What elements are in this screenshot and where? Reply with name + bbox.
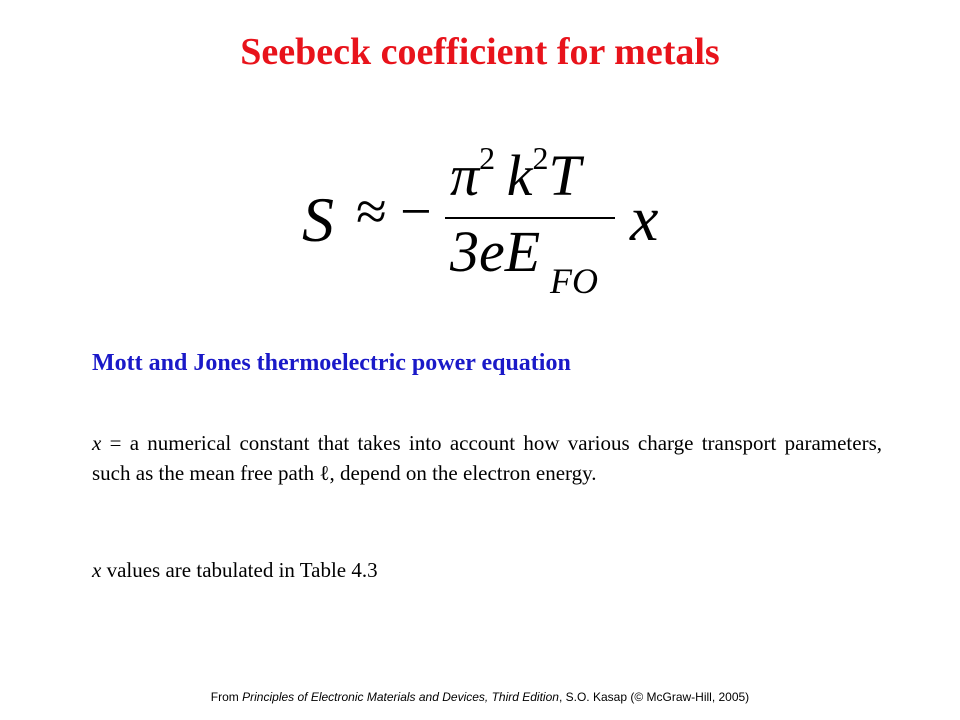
equation-lhs: S <box>302 184 334 255</box>
equation-x-factor: x <box>630 183 659 254</box>
k-symbol: k <box>506 143 533 208</box>
x-symbol-note: x <box>92 558 102 582</box>
x-definition <box>92 428 882 488</box>
pi-exponent: 2 <box>479 140 496 176</box>
approx-symbol: ≈ <box>356 181 387 243</box>
x-symbol: x <box>92 431 102 455</box>
fermi-subscript: FO <box>550 261 598 301</box>
pi-symbol: π <box>450 143 480 208</box>
table-note-text: values are tabulated in Table 4.3 <box>101 558 378 582</box>
seebeck-equation <box>300 140 680 310</box>
source-citation <box>0 690 960 704</box>
T-symbol: T <box>548 143 581 208</box>
subheading: Mott and Jones thermoelectric power equation <box>92 350 571 376</box>
equation-denominator <box>450 218 540 285</box>
denominator-text: 3eE <box>450 219 541 284</box>
source-prefix: From <box>210 690 243 704</box>
x-definition-text: = a numerical constant that takes into account how various charge transport parameters, such as the mean free path ℓ, depend on the electron energy. <box>92 431 882 485</box>
equation-numerator <box>450 140 581 209</box>
minus-sign: − <box>400 181 432 243</box>
source-suffix: , S.O. Kasap (© McGraw-Hill, 2005) <box>558 690 750 704</box>
table-note <box>92 558 378 583</box>
k-exponent: 2 <box>532 140 549 176</box>
slide-title: Seebeck coefficient for metals <box>240 31 720 73</box>
source-book: Principles of Electronic Materials and Devices, Third Edition <box>242 690 559 704</box>
